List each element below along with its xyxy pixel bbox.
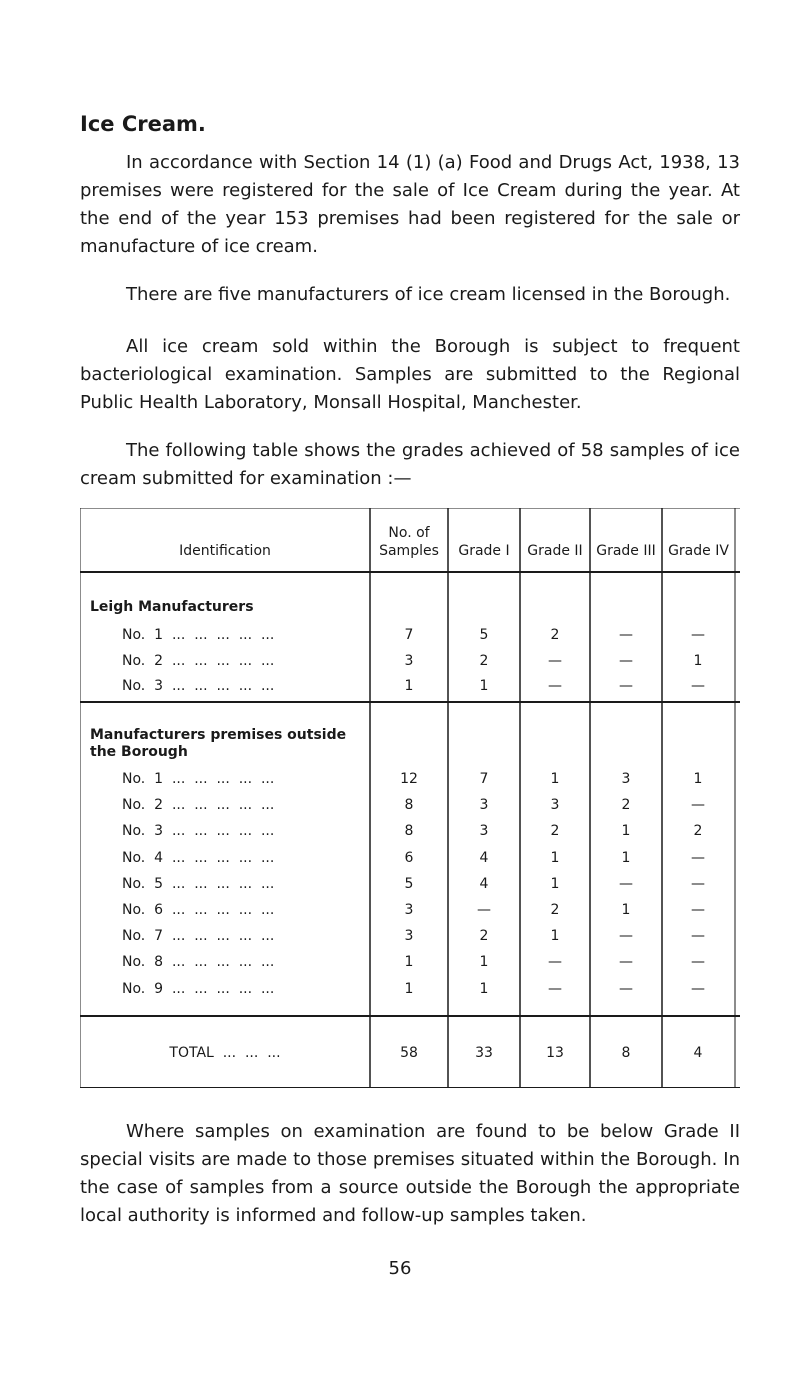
row-label: No. 8 ... ... ... ... ...	[122, 954, 275, 971]
row-grade-3: 2	[621, 797, 631, 814]
row-label: No. 7 ... ... ... ... ...	[122, 928, 275, 945]
total-samples: 58	[400, 1045, 418, 1061]
row-grade-2: 3	[550, 797, 560, 814]
group-title-outside-line1: Manufacturers premises outside	[90, 727, 347, 743]
row-label: No. 3 ... ... ... ... ...	[122, 678, 275, 694]
row-grade-4: —	[691, 928, 705, 945]
row-grade-2: 1	[550, 928, 560, 945]
row-grade-3: —	[619, 678, 633, 694]
row-grade-2: 2	[550, 902, 560, 918]
row-grade-3: 3	[621, 771, 631, 787]
row-label: No. 2 ... ... ... ... ...	[122, 797, 275, 814]
row-grade-3: 1	[621, 823, 631, 840]
row-label: No. 3 ... ... ... ... ...	[122, 823, 275, 840]
row-samples: 5	[404, 875, 414, 892]
row-grade-3: —	[619, 652, 633, 669]
row-grade-1: 4	[479, 875, 489, 892]
row-label: No. 5 ... ... ... ... ...	[122, 875, 275, 892]
row-grade-4: —	[691, 797, 705, 814]
paragraph-examination: All ice cream sold within the Borough is subject to frequent bacteriological examination. Samples are submitted to the Regional Public Health Laboratory, Monsall Hospital, Manchester.	[80, 336, 740, 413]
row-samples: 6	[404, 849, 414, 866]
row-grade-1: 1	[479, 980, 489, 997]
row-label: No. 6 ... ... ... ... ...	[122, 902, 275, 918]
row-grade-4: —	[691, 980, 705, 997]
row-samples: 3	[404, 928, 414, 945]
row-grade-1: 1	[479, 954, 489, 971]
row-grade-3: —	[619, 627, 633, 643]
row-grade-2: 2	[550, 627, 560, 643]
row-grade-1: 3	[479, 823, 489, 840]
row-label: No. 1 ... ... ... ... ...	[122, 771, 275, 787]
row-samples: 3	[404, 902, 414, 918]
paragraph-follow-up: Where samples on examination are found to be below Grade II special visits are made to those premises situated within the Borough. In the case of samples from a source outside the Borough the appropriate local authority is informed and follow-up samples taken.	[80, 1121, 740, 1226]
row-grade-2: —	[548, 678, 562, 694]
row-grade-4: —	[691, 678, 705, 694]
row-grade-1: 3	[479, 797, 489, 814]
paragraph-table-intro: The following table shows the grades achieved of 58 samples of ice cream submitted for examination :—	[80, 440, 740, 489]
row-grade-2: —	[548, 652, 562, 669]
row-label: No. 4 ... ... ... ... ...	[122, 849, 275, 866]
row-samples: 1	[404, 954, 414, 971]
row-label: No. 2 ... ... ... ... ...	[122, 652, 275, 669]
row-grade-1: 1	[479, 678, 489, 694]
row-grade-1: 5	[479, 627, 489, 643]
row-samples: 12	[400, 771, 418, 787]
header-samples-line2: Samples	[379, 543, 439, 559]
row-grade-4: —	[691, 875, 705, 892]
paragraph-registration: In accordance with Section 14 (1) (a) Food and Drugs Act, 1938, 13 premises were registered for the sale of Ice Cream during the year. At the end of the year 153 premises had been registered for the sale or manufacture of ice cream.	[80, 152, 740, 257]
row-samples: 3	[404, 652, 414, 669]
row-grade-4: —	[691, 627, 705, 643]
total-grade-4: 4	[693, 1045, 703, 1061]
paragraph-manufacturers: There are five manufacturers of ice cream licensed in the Borough.	[126, 284, 731, 305]
row-grade-2: 1	[550, 771, 560, 787]
row-grade-3: —	[619, 954, 633, 971]
row-grade-2: 2	[550, 823, 560, 840]
total-grade-1: 33	[475, 1045, 493, 1061]
row-grade-1: —	[477, 902, 491, 918]
row-grade-4: 2	[693, 823, 703, 840]
row-grade-1: 2	[479, 652, 489, 669]
header-grade-4: Grade IV	[668, 543, 729, 559]
row-grade-3: —	[619, 875, 633, 892]
header-identification: Identification	[179, 543, 271, 559]
header-grade-3: Grade III	[596, 543, 656, 559]
row-grade-3: 1	[621, 902, 631, 918]
row-samples: 7	[404, 627, 414, 643]
row-grade-2: 1	[550, 849, 560, 866]
row-grade-2: 1	[550, 875, 560, 892]
group-title-leigh: Leigh Manufacturers	[90, 599, 254, 615]
row-grade-4: —	[691, 849, 705, 866]
row-samples: 1	[404, 980, 414, 997]
header-samples-line1: No. of	[388, 525, 430, 541]
row-grade-1: 4	[479, 849, 489, 866]
row-grade-4: 1	[693, 652, 703, 669]
section-heading: Ice Cream.	[80, 112, 206, 136]
row-grade-2: —	[548, 980, 562, 997]
row-grade-1: 7	[479, 771, 489, 787]
total-label: TOTAL ... ... ...	[169, 1045, 281, 1061]
page-number: 56	[388, 1258, 412, 1279]
row-label: No. 1 ... ... ... ... ...	[122, 627, 275, 643]
row-grade-4: 1	[693, 771, 703, 787]
row-grade-1: 2	[479, 928, 489, 945]
row-grade-3: —	[619, 980, 633, 997]
grades-table	[80, 508, 740, 1088]
total-grade-2: 13	[546, 1045, 564, 1061]
row-grade-4: —	[691, 954, 705, 971]
row-grade-4: —	[691, 902, 705, 918]
header-grade-2: Grade II	[527, 543, 583, 559]
row-grade-3: 1	[621, 849, 631, 866]
row-samples: 8	[404, 823, 414, 840]
header-grade-1: Grade I	[458, 543, 510, 559]
row-grade-3: —	[619, 928, 633, 945]
group-title-outside-line2: the Borough	[90, 744, 188, 760]
row-label: No. 9 ... ... ... ... ...	[122, 980, 275, 997]
row-grade-2: —	[548, 954, 562, 971]
total-grade-3: 8	[621, 1045, 631, 1061]
row-samples: 8	[404, 797, 414, 814]
row-samples: 1	[404, 678, 414, 694]
